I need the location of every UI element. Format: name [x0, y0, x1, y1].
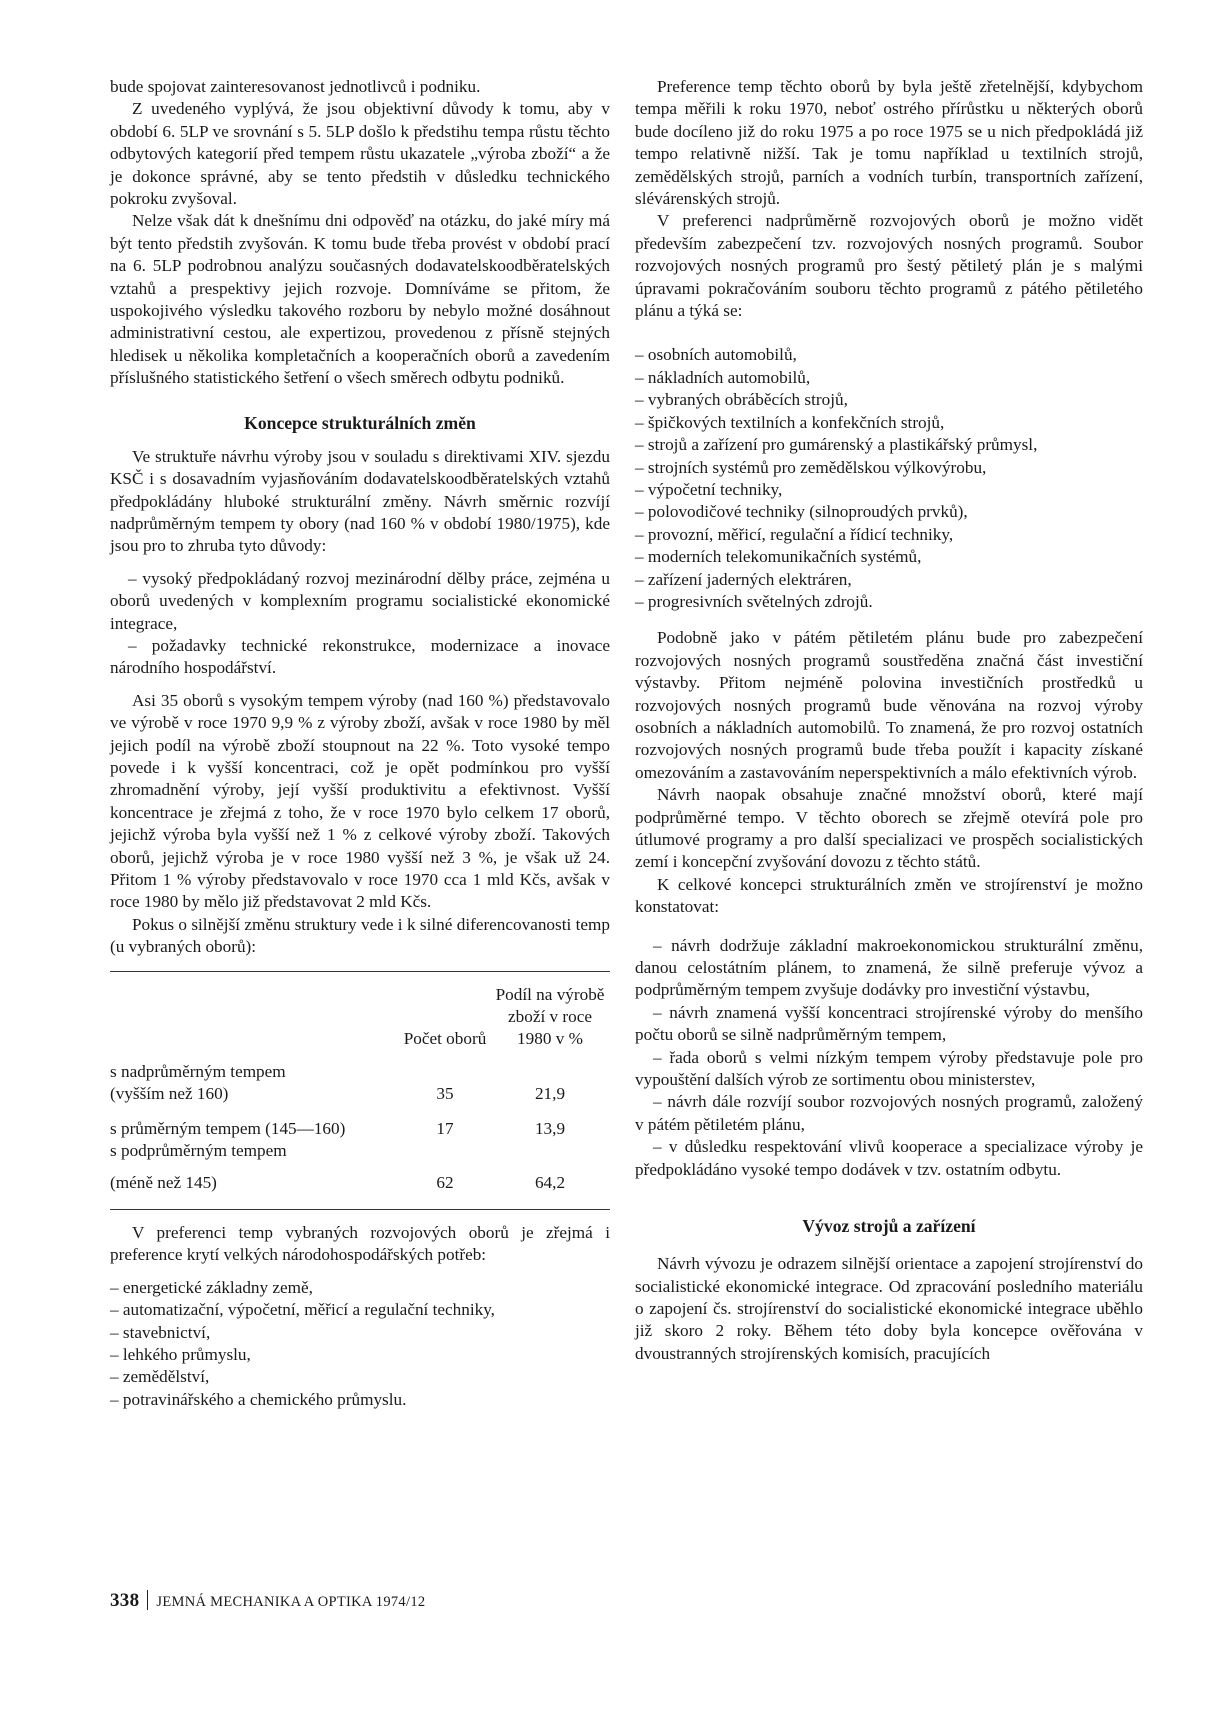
list-item: – návrh znamená vyšší koncentraci strojírenské výroby do menšího počtu oborů se silně nadprůměrným tempem, [635, 1002, 1143, 1045]
list-item: – řada oborů s velmi nízkým tempem výroby představuje pole pro vypouštění dalších výrob ze sortimentu obou ministerstev, [635, 1047, 1143, 1090]
list-item: – návrh dále rozvíjí soubor rozvojových nosných programů, založený v pátém pětiletém plánu, [635, 1092, 1143, 1134]
table-row [110, 1140, 610, 1195]
paragraph: bude spojovat zainteresovanost jednotlivců i podniku. [110, 77, 481, 96]
programs-list [635, 344, 1143, 613]
table-row [110, 1106, 610, 1140]
list-item: – zařízení jaderných elektráren, [635, 569, 852, 589]
list-item: – potravinářského a chemického průmyslu. [110, 1389, 407, 1409]
paragraph: Ve struktuře návrhu výroby jsou v souladu s direktivami XIV. sjezdu KSČ i s dosavadním vyjasňováním dodavatelskoodběratelských vztahů předpokládány hluboké strukturální změny. Návrh směrnic rozvíjí nadprůměrným tempem ty obory (nad 160 % v období 1980/1975), kde jsou pro to zhruba tyto důvody: [110, 446, 610, 556]
list-item: – strojů a zařízení pro gumárenský a plastikářský průmysl, [635, 435, 1038, 455]
row-share: 21,9 [534, 1084, 566, 1104]
row-label: s průměrným tempem (145—160) [110, 1118, 346, 1138]
table-header-share: Podíl na výrobě zboží v roce 1980 v % [495, 984, 605, 1049]
list-item: – provozní, měřicí, regulační a řídicí techniky, [635, 524, 954, 544]
row-label: s nadprůměrným tempem [110, 1061, 286, 1081]
needs-list [110, 1277, 610, 1411]
list-item: – moderních telekomunikačních systémů, [635, 547, 922, 567]
paragraph: Preference temp těchto oborů by byla ještě zřetelnější, kdybychom tempa měřili k roku 1970, neboť ostrého přírůstku u některých oborů bude docíleno již do roku 1975 a po roce 1975 se u nich předpokládá již tempo relativně nižší. Tak je tomu například u textilních strojů, zemědělských strojů, parních a vodních turbín, transportních zařízení, slévárenských strojů. [635, 77, 1143, 209]
section-heading: Koncepce strukturálních změn [244, 412, 476, 433]
list-item: – návrh dodržuje základní makroekonomickou strukturální změnu, danou celostátním plánem, to znamená, že silně preferuje vývoz a podprůměrným tempem zvyšuje dodávky pro investiční výstavbu, [635, 935, 1143, 1000]
page-footer [110, 1590, 425, 1612]
list-item: – progresivních světelných zdrojů. [635, 591, 873, 611]
table-row [110, 1061, 610, 1106]
right-column [635, 76, 1143, 1365]
reasons-list [110, 568, 610, 680]
structure-table [110, 984, 610, 1195]
row-count: 62 [436, 1173, 454, 1193]
row-label: (vyšším než 160) [110, 1084, 229, 1104]
paragraph: V preferenci temp vybraných rozvojových oborů je zřejmá i preference krytí velkých národohospodářských potřeb: [110, 1222, 610, 1265]
table-top-rule [110, 971, 610, 972]
list-item: – stavebnictví, [110, 1322, 211, 1342]
page-number: 338 [110, 1590, 140, 1611]
row-count: 17 [436, 1118, 454, 1138]
list-item: – energetické základny země, [110, 1277, 313, 1297]
list-item: – požadavky technické rekonstrukce, modernizace a inovace národního hospodářství. [110, 635, 610, 678]
row-share: 64,2 [534, 1173, 566, 1193]
row-label: (méně než 145) [110, 1173, 217, 1193]
table-bottom-rule [110, 1209, 610, 1210]
paragraph: Návrh naopak obsahuje značné množství oborů, které mají podprůměrné tempo. V těchto oborech se zřejmě otevírá pole pro útlumové programy a pro další specializaci ve prospěch socialistických zemí i koncepční zvyšování dovozu z těchto států. [635, 785, 1143, 872]
conclusions-list [635, 935, 1143, 1181]
journal-name: JEMNÁ MECHANIKA A OPTIKA 1974/12 [156, 1594, 426, 1610]
paragraph: Nelze však dát k dnešnímu dni odpověď na otázku, do jaké míry má být tento předstih zvyšován. K tomu bude třeba provést v období prací na 6. 5LP podrobnou analýzu současných dodavatelskoodběratelských vztahů a prespektivy jejich rozvoje. Domníváme se přitom, že uspokojivého výsledku takového rozboru by nebylo možné dosáhnout administrativní cestou, ale expertizou, provedenou z přísně stejných hledisek u několika kompletačních a kooperačních oborů a zavedením příslušného statistického šetření o všech směrech odbytu podniků. [110, 211, 610, 388]
list-item: – strojních systémů pro zemědělskou výlkovýrobu, [635, 457, 987, 477]
list-item: – zemědělství, [110, 1367, 210, 1387]
list-item: – vybraných obráběcích strojů, [635, 390, 848, 410]
paragraph: Návrh vývozu je odrazem silnější orientace a zapojení strojírenství do socialistické ekonomické integrace. Od zpracování posledního materiálu o zapojení čs. strojírenství do socialistické ekonomické integrace uběhlo již skoro 2 roky. Během této doby byla koncepce ověřována v dvoustranných strojírenských komisích, pracujících [635, 1254, 1143, 1363]
list-item: – výpočetní techniky, [635, 479, 783, 499]
paragraph: Podobně jako v pátém pětiletém plánu bude pro zabezpečení rozvojových nosných programů soustředěna značná část investiční výstavby. Přitom nejméně polovina investičních prostředků u rozvojových nosných programů bude věnována na rozvoj výroby osobních a nákladních automobilů. To znamená, že pro rozvoj ostatních rozvojových nosných programů bude třeba použít i kapacity získané omezováním a zastavováním neperspektivních a málo efektivních výrob. [635, 628, 1143, 782]
section-heading: Vývoz strojů a zařízení [802, 1216, 976, 1237]
list-item: – osobních automobilů, [635, 345, 797, 365]
table-header-count: Počet oborů [403, 1029, 487, 1049]
paragraph: K celkové koncepci strukturálních změn ve strojírenství je možno konstatovat: [635, 874, 1143, 917]
paragraph: Z uvedeného vyplývá, že jsou objektivní důvody k tomu, aby v období 6. 5LP ve srovnání s 5. 5LP došlo k předstihu tempa růstu těchto odbytových kategorií před tempem růstu ukazatele „výroba zboží“ a že je dokonce správné, aby se tento předstih v důsledku technického pokroku zvyšoval. [110, 99, 610, 209]
list-item: – v důsledku respektování vlivů kooperace a specializace výroby je předpokládáno vysoké tempo dodávek v tzv. ostatním odbytu. [635, 1137, 1143, 1179]
paragraph: Asi 35 oborů s vysokým tempem výroby (nad 160 %) představovalo ve výrobě v roce 1970 9,9 % z výroby zboží, avšak v roce 1980 by měl jejich podíl na výrobě zboží stoupnout na 22 %. Toto vysoké tempo povede i k vyšší koncentraci, což je opět podmínkou pro vyšší zhromadnění výroby, její vyšší produktivitu a efektivnost. Vyšší koncentrace je zřejmá z toho, že v roce 1970 bylo celkem 17 oborů, jejichž výroba byla vyšší než 1 % z celkové výroby zboží. Takových oborů, jejichž výroba je v roce 1980 vyšší než 3 %, je však už 24. Přitom 1 % výroby představovalo v roce 1970 cca 1 mld Kčs, avšak v roce 1980 by mělo již představovat 2 mld Kčs. [110, 690, 610, 912]
row-label: s podprůměrným tempem [110, 1141, 287, 1161]
left-column [110, 76, 610, 1411]
paragraph: Pokus o silnější změnu struktury vede i k silné diferencovanosti temp (u vybraných oborů): [110, 914, 610, 957]
list-item: – nákladních automobilů, [635, 367, 811, 387]
list-item: – lehkého průmyslu, [110, 1344, 251, 1364]
list-item: – polovodičové techniky (silnoproudých prvků), [635, 502, 968, 522]
list-item: – špičkových textilních a konfekčních strojů, [635, 412, 945, 432]
paragraph: V preferenci nadprůměrně rozvojových oborů je možno vidět především zabezpečení tzv. rozvojových nosných programů. Soubor rozvojových nosných programů pro šestý pětiletý plán je s malými úpravami pokračováním souboru těchto programů z pátého pětiletého plánu a týká se: [635, 211, 1143, 321]
row-share: 13,9 [534, 1118, 566, 1138]
row-count: 35 [436, 1084, 454, 1104]
footer-divider [147, 1590, 148, 1610]
list-item: – vysoký předpokládaný rozvoj mezinárodní dělby práce, zejména u oborů uvedených v komplexním programu socialistické ekonomické integrace, [110, 568, 610, 633]
list-item: – automatizační, výpočetní, měřicí a regulační techniky, [110, 1300, 495, 1320]
